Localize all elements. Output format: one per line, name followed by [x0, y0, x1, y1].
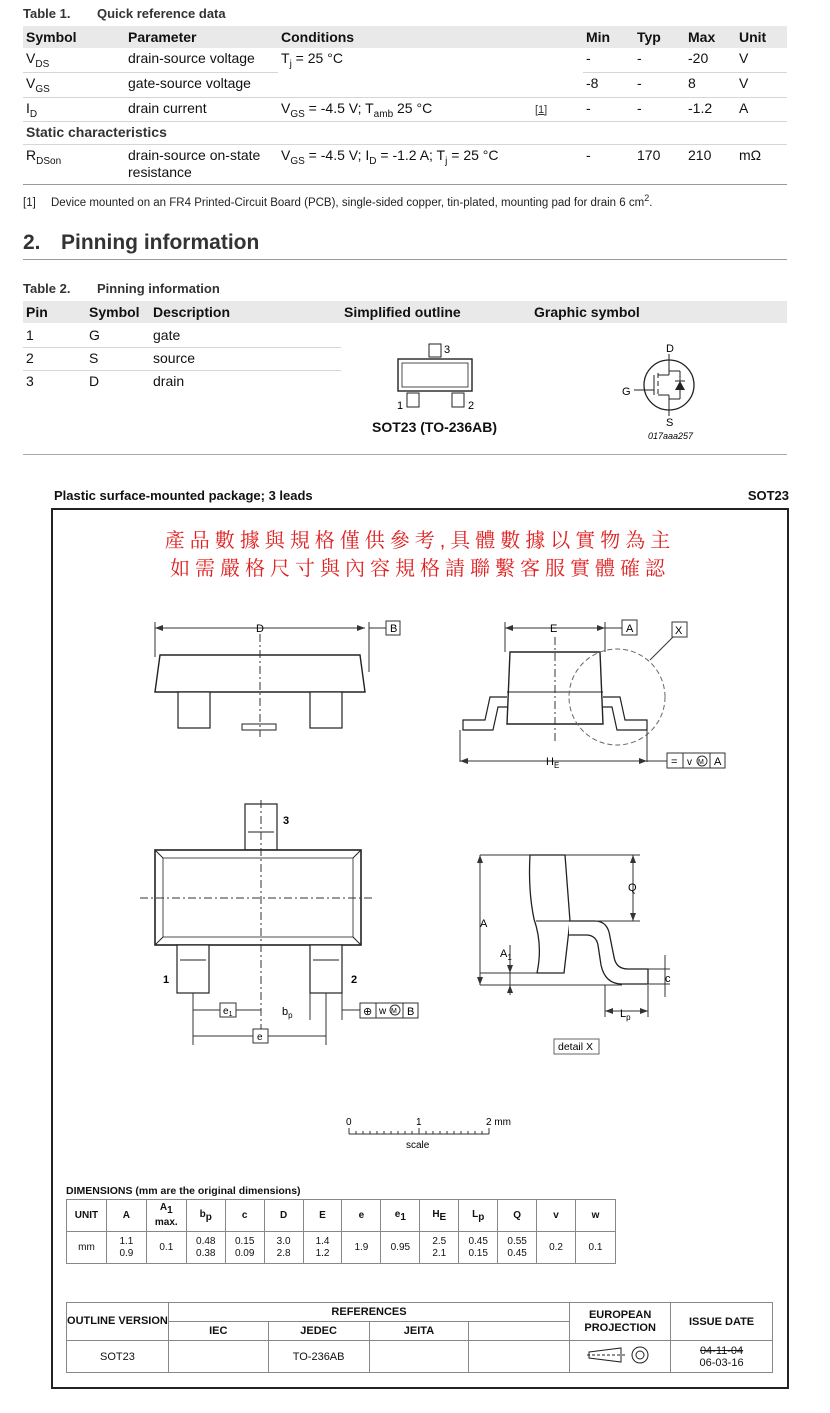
- dim-label-a: A: [480, 918, 488, 930]
- footnote: [1] Device mounted on an FR4 Printed-Circuit Board (PCB), single-sided copper, tin-plated, mounting pad for drain 6 $cm^2$.: [23, 193, 653, 209]
- table-row: [23, 348, 341, 371]
- outline-caption: SOT23 (TO-236AB): [372, 419, 497, 435]
- unit-cell: mΩ: [736, 145, 787, 185]
- chinese-disclaimer-line1: 產品數據與規格僅供參考,具體數據以實物為主: [164, 530, 676, 552]
- scale-label: scale: [406, 1140, 430, 1151]
- dims-col-header: c: [225, 1200, 264, 1232]
- dims-col-header: $A_1$ max.: [146, 1200, 186, 1232]
- side-view-drawing: [140, 612, 430, 742]
- dimensions-table: [66, 1199, 616, 1264]
- min-cell: -8: [583, 72, 634, 97]
- table2-caption: [23, 281, 220, 296]
- ref-value-row: [67, 1341, 773, 1373]
- note-cell: [532, 145, 583, 185]
- conditions-cell: $V_{GS} = -4.5$ V; $I_D = -1.2$ A; $T_j = 25$ °C: [278, 145, 532, 185]
- dims-col-header: D: [264, 1200, 303, 1232]
- col-header: Unit: [736, 26, 787, 48]
- table2-title: Pinning information: [97, 281, 220, 296]
- typ-cell: -: [634, 97, 685, 122]
- dims-col-header: $H_E$: [420, 1200, 459, 1232]
- issue-date-header: ISSUE DATE: [671, 1303, 773, 1341]
- dims-cell: 1.1 0.9: [106, 1232, 146, 1264]
- quick-reference-table: [23, 26, 787, 185]
- table1-title: Quick reference data: [97, 6, 226, 21]
- dims-col-header: UNIT: [67, 1200, 107, 1232]
- drain-label: D: [666, 343, 674, 355]
- symbol-cell: $V_{DS}$: [23, 48, 125, 72]
- section-heading: [23, 231, 259, 255]
- parameter-cell: drain current: [125, 97, 278, 122]
- note-cell: [532, 72, 583, 97]
- scale-tick-label: 0: [346, 1117, 352, 1128]
- symbol-cell: $I_D$: [23, 97, 125, 122]
- dims-cell: 0.1: [146, 1232, 186, 1264]
- dims-col-header: $b_p$: [186, 1200, 225, 1232]
- svg-text:⊕: ⊕: [363, 1006, 373, 1018]
- svg-text:A: A: [714, 756, 722, 768]
- mosfet-symbol: [616, 340, 716, 444]
- unit-cell: V: [736, 48, 787, 72]
- detail-x-drawing: [470, 845, 680, 1060]
- conditions-cell: [278, 72, 532, 97]
- scale-bar: [340, 1112, 530, 1154]
- section-label: Static characteristics: [23, 122, 787, 145]
- simplified-outline-drawing: [380, 338, 500, 416]
- pin-number: 2: [26, 350, 34, 366]
- jeita-header: JEITA: [369, 1322, 469, 1341]
- issue-date-old: 04-11-04: [699, 1344, 744, 1357]
- dim-label-bp: $b_p$: [282, 1006, 293, 1020]
- typ-cell: -: [634, 48, 685, 72]
- table-row: [23, 48, 787, 72]
- table-row: [23, 325, 341, 348]
- section-rule: [23, 259, 787, 260]
- typ-cell: 170: [634, 145, 685, 185]
- pin-description: gate: [153, 327, 181, 343]
- dim-label-e1: $e_1$: [223, 1006, 233, 1018]
- svg-text:M: M: [698, 759, 704, 766]
- jedec-header: JEDEC: [268, 1322, 369, 1341]
- dim-label-c: c: [665, 973, 671, 985]
- table1-caption: [23, 6, 226, 21]
- dims-value-row: [67, 1232, 616, 1264]
- outline-pin-label: 2: [468, 400, 475, 412]
- pin2-label: 2: [351, 974, 358, 986]
- min-cell: -: [583, 97, 634, 122]
- references-table: [66, 1302, 773, 1373]
- pin-description: drain: [153, 373, 185, 389]
- dims-col-header: $L_p$: [459, 1200, 498, 1232]
- issue-dates: [671, 1341, 773, 1373]
- detail-x-label: detail X: [558, 1041, 594, 1053]
- dims-cell: 2.5 2.1: [420, 1232, 459, 1264]
- col-header: Min: [583, 26, 634, 48]
- svg-text:M: M: [391, 1008, 397, 1015]
- typ-cell: -: [634, 72, 685, 97]
- table-row: [23, 371, 341, 394]
- european-projection-header: EUROPEAN PROJECTION: [570, 1303, 671, 1341]
- dims-cell: 0.1: [576, 1232, 616, 1264]
- col-header: Graphic symbol: [534, 304, 640, 320]
- source-label: S: [666, 417, 674, 429]
- footnote-sup: 2: [644, 193, 650, 203]
- table-row: [23, 72, 787, 97]
- footnote-mark: [1]: [23, 196, 36, 209]
- section-divider: [23, 454, 787, 455]
- symbol-cell: $R_{DSon}$: [23, 145, 125, 185]
- svg-text:=: =: [671, 756, 678, 768]
- ref-header-row: [67, 1303, 773, 1322]
- unit-cell: V: [736, 72, 787, 97]
- iec-header: IEC: [168, 1322, 268, 1341]
- pin-number: 1: [26, 327, 34, 343]
- top-view-drawing: [130, 800, 430, 1050]
- footnote-text: Device mounted on an FR4 Printed-Circuit Board (PCB), single-sided copper, tin-plated, mounting pad for drain 6 cm: [51, 196, 645, 209]
- detail-x-marker: X: [675, 625, 683, 637]
- dims-header-row: [67, 1200, 616, 1232]
- table2-header: [23, 301, 787, 323]
- outline-version-value: SOT23: [67, 1341, 169, 1373]
- package-title: Plastic surface-mounted package; 3 leads: [54, 488, 313, 503]
- dim-label-lp: $L_p$: [620, 1008, 631, 1022]
- note-link[interactable]: [1]: [532, 97, 583, 122]
- jeita-value: [369, 1341, 469, 1373]
- col-header: Parameter: [125, 26, 278, 48]
- table2-label: Table 2.: [23, 281, 71, 296]
- pin-list: [23, 325, 341, 394]
- pin-symbol: S: [89, 350, 99, 366]
- section-row: [23, 122, 787, 145]
- parameter-cell: drain-source voltage: [125, 48, 278, 72]
- col-header: Conditions: [278, 26, 532, 48]
- datum-b: B: [390, 623, 398, 635]
- datum-a: A: [626, 623, 634, 635]
- package-code: SOT23: [747, 488, 789, 503]
- gate-label: G: [622, 386, 631, 398]
- jedec-value: TO-236AB: [268, 1341, 369, 1373]
- dims-cell: 0.55 0.45: [498, 1232, 537, 1264]
- outline-pin-label: 3: [444, 344, 451, 356]
- pin1-label: 1: [163, 974, 170, 986]
- dims-cell: 3.0 2.8: [264, 1232, 303, 1264]
- projection-symbol: [570, 1341, 671, 1373]
- dim-label-e: e: [257, 1032, 263, 1043]
- min-cell: -: [583, 48, 634, 72]
- dims-cell: 1.4 1.2: [303, 1232, 342, 1264]
- dims-cell: 1.9: [342, 1232, 381, 1264]
- issue-date-new: 06-03-16: [699, 1356, 744, 1369]
- pin3-label: 3: [283, 815, 290, 827]
- dims-cell: 0.45 0.15: [459, 1232, 498, 1264]
- table-row: [23, 97, 787, 122]
- symbol-code: 017aaa257: [648, 431, 694, 441]
- max-cell: -1.2: [685, 97, 736, 122]
- table1-header-row: [23, 26, 787, 48]
- dims-col-header: v: [537, 1200, 576, 1232]
- references-header: REFERENCES: [168, 1303, 569, 1322]
- min-cell: -: [583, 145, 634, 185]
- conditions-cell: $T_j = 25$ °C: [281, 50, 343, 70]
- parameter-cell: gate-source voltage: [125, 72, 278, 97]
- max-cell: -20: [685, 48, 736, 72]
- dim-label-he: $H_E$: [546, 756, 560, 770]
- dim-label-d: D: [256, 623, 264, 635]
- col-header: Simplified outline: [344, 304, 461, 320]
- dim-label-a1: $A_1$: [500, 948, 512, 962]
- table-row: [23, 145, 787, 185]
- svg-text:w: w: [379, 1006, 387, 1017]
- chinese-disclaimer-line2: 如需嚴格尺寸與內容規格請聯繫客服實體確認: [170, 558, 670, 580]
- conditions-cell: $V_{GS} = -4.5$ V; $T_{amb}$ 25 °C: [278, 97, 532, 122]
- col-header: Pin: [26, 304, 48, 320]
- pin-symbol: G: [89, 327, 100, 343]
- table1-label: Table 1.: [23, 6, 71, 21]
- dims-col-header: E: [303, 1200, 342, 1232]
- pin-symbol: D: [89, 373, 100, 389]
- dims-col-header: e: [342, 1200, 381, 1232]
- dims-cell: 0.15 0.09: [225, 1232, 264, 1264]
- outline-pin-label: 1: [397, 400, 404, 412]
- svg-text:v: v: [687, 757, 692, 768]
- dims-cell: 0.2: [537, 1232, 576, 1264]
- dim-label-q: Q: [628, 882, 637, 894]
- end-view-drawing: [455, 612, 735, 772]
- dims-cell: 0.95: [381, 1232, 420, 1264]
- scale-tick-label: 2 mm: [486, 1117, 511, 1128]
- scale-tick-label: 1: [416, 1117, 422, 1128]
- projection-icon: [585, 1344, 655, 1366]
- dims-cell: 0.48 0.38: [186, 1232, 225, 1264]
- dims-col-header: A: [106, 1200, 146, 1232]
- dims-col-header: Q: [498, 1200, 537, 1232]
- note-cell: [532, 48, 583, 72]
- svg-text:B: B: [407, 1006, 415, 1018]
- dims-col-header: $e_1$: [381, 1200, 420, 1232]
- unit-cell: A: [736, 97, 787, 122]
- dim-label-e: E: [550, 623, 558, 635]
- col-header: Typ: [634, 26, 685, 48]
- col-header: [532, 26, 583, 48]
- dims-cell: mm: [67, 1232, 107, 1264]
- parameter-cell: drain-source on-state resistance: [125, 145, 278, 185]
- dimensions-title: DIMENSIONS (mm are the original dimensions): [66, 1185, 301, 1197]
- iec-value: [168, 1341, 268, 1373]
- pin-description: source: [153, 350, 196, 366]
- col-header: Max: [685, 26, 736, 48]
- section-title: Pinning information: [61, 231, 260, 254]
- col-header: Description: [153, 304, 231, 320]
- outline-version-header: OUTLINE VERSION: [67, 1303, 169, 1341]
- max-cell: 210: [685, 145, 736, 185]
- col-header: Symbol: [89, 304, 140, 320]
- symbol-cell: $V_{GS}$: [23, 72, 125, 97]
- pin-number: 3: [26, 373, 34, 389]
- dims-col-header: w: [576, 1200, 616, 1232]
- max-cell: 8: [685, 72, 736, 97]
- section-number: 2.: [23, 231, 41, 254]
- col-header: Symbol: [23, 26, 125, 48]
